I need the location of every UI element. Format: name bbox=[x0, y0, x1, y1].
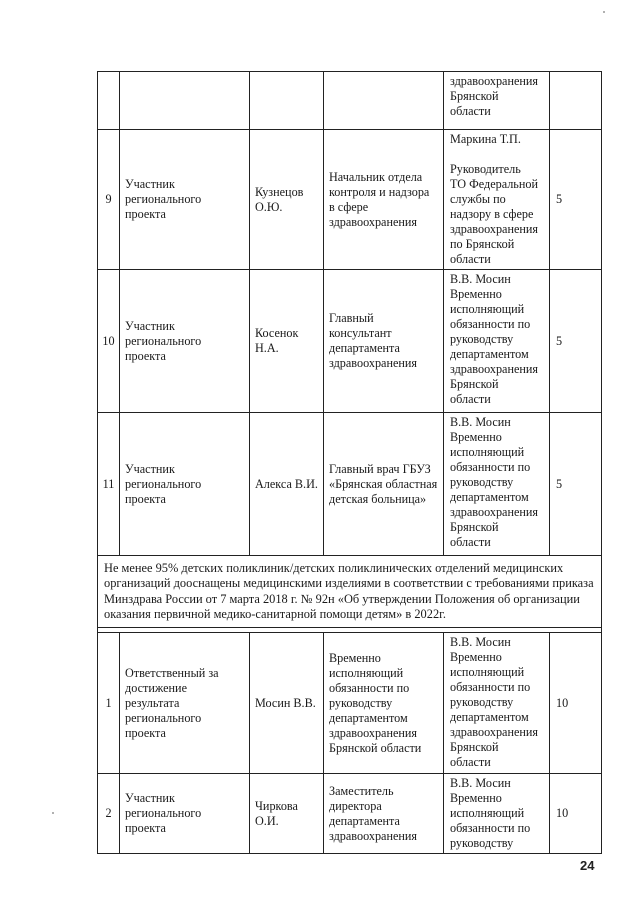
position-cell: Главный врач ГБУЗ «Брянская областная детская больница» bbox=[324, 413, 444, 556]
percent-cell bbox=[550, 72, 602, 130]
responsible-cell: В.В. Мосин Временно исполняющий обязанности по руководству bbox=[444, 774, 550, 854]
table-row bbox=[98, 774, 602, 854]
percent-cell: 10 bbox=[550, 633, 602, 774]
percent-cell: 5 bbox=[550, 130, 602, 270]
participants-table bbox=[97, 71, 602, 854]
position-cell: Заместитель директора департамента здравоохранения bbox=[324, 774, 444, 854]
page-number: 24 bbox=[580, 858, 595, 873]
scan-speck bbox=[52, 812, 54, 814]
section-title: Не менее 95% детских поликлиник/детских поликлинических отделений медицинских организаций дооснащены медицинскими изделиями в соответствии с требованиями приказа Минздрава России от 7 марта 2018 г. № 92н «Об утверждении Положения об организации оказания первичной медико-санитарной помощи детям» в 2022г. bbox=[98, 556, 602, 628]
responsible-cell: Маркина Т.П. Руководитель ТО Федеральной службы по надзору в сфере здравоохранения по Брянской области bbox=[444, 130, 550, 270]
role-cell: Участник регионального проекта bbox=[120, 774, 250, 854]
responsible-cell: В.В. Мосин Временно исполняющий обязанности по руководству департаментом здравоохранения Брянской области bbox=[444, 633, 550, 774]
table-row bbox=[98, 270, 602, 413]
responsible-cell: здравоохранения Брянской области bbox=[444, 72, 550, 130]
table-row bbox=[98, 633, 602, 774]
role-cell bbox=[120, 72, 250, 130]
percent-cell: 10 bbox=[550, 774, 602, 854]
responsible-cell: В.В. Мосин Временно исполняющий обязанности по руководству департаментом здравоохранения Брянской области bbox=[444, 413, 550, 556]
name-cell: Кузнецов О.Ю. bbox=[250, 130, 324, 270]
name-cell: Алекса В.И. bbox=[250, 413, 324, 556]
table-row bbox=[98, 130, 602, 270]
position-cell: Главный консультант департамента здравоохранения bbox=[324, 270, 444, 413]
table-row bbox=[98, 413, 602, 556]
name-cell: Мосин В.В. bbox=[250, 633, 324, 774]
position-cell: Начальник отдела контроля и надзора в сфере здравоохранения bbox=[324, 130, 444, 270]
row-number: 9 bbox=[98, 130, 120, 270]
section-title-row bbox=[98, 556, 602, 628]
position-cell bbox=[324, 72, 444, 130]
row-number: 2 bbox=[98, 774, 120, 854]
percent-cell: 5 bbox=[550, 413, 602, 556]
name-cell: Чиркова О.И. bbox=[250, 774, 324, 854]
role-cell: Участник регионального проекта bbox=[120, 413, 250, 556]
row-number: 10 bbox=[98, 270, 120, 413]
responsible-cell: В.В. Мосин Временно исполняющий обязанности по руководству департаментом здравоохранения Брянской области bbox=[444, 270, 550, 413]
row-number: 1 bbox=[98, 633, 120, 774]
row-number: 11 bbox=[98, 413, 120, 556]
table-row bbox=[98, 72, 602, 130]
name-cell: Косенок Н.А. bbox=[250, 270, 324, 413]
name-cell bbox=[250, 72, 324, 130]
role-cell: Участник регионального проекта bbox=[120, 130, 250, 270]
position-cell: Временно исполняющий обязанности по руководству департаментом здравоохранения Брянской области bbox=[324, 633, 444, 774]
row-number bbox=[98, 72, 120, 130]
scan-speck bbox=[603, 11, 605, 13]
percent-cell: 5 bbox=[550, 270, 602, 413]
role-cell: Участник регионального проекта bbox=[120, 270, 250, 413]
role-cell: Ответственный за достижение результата регионального проекта bbox=[120, 633, 250, 774]
